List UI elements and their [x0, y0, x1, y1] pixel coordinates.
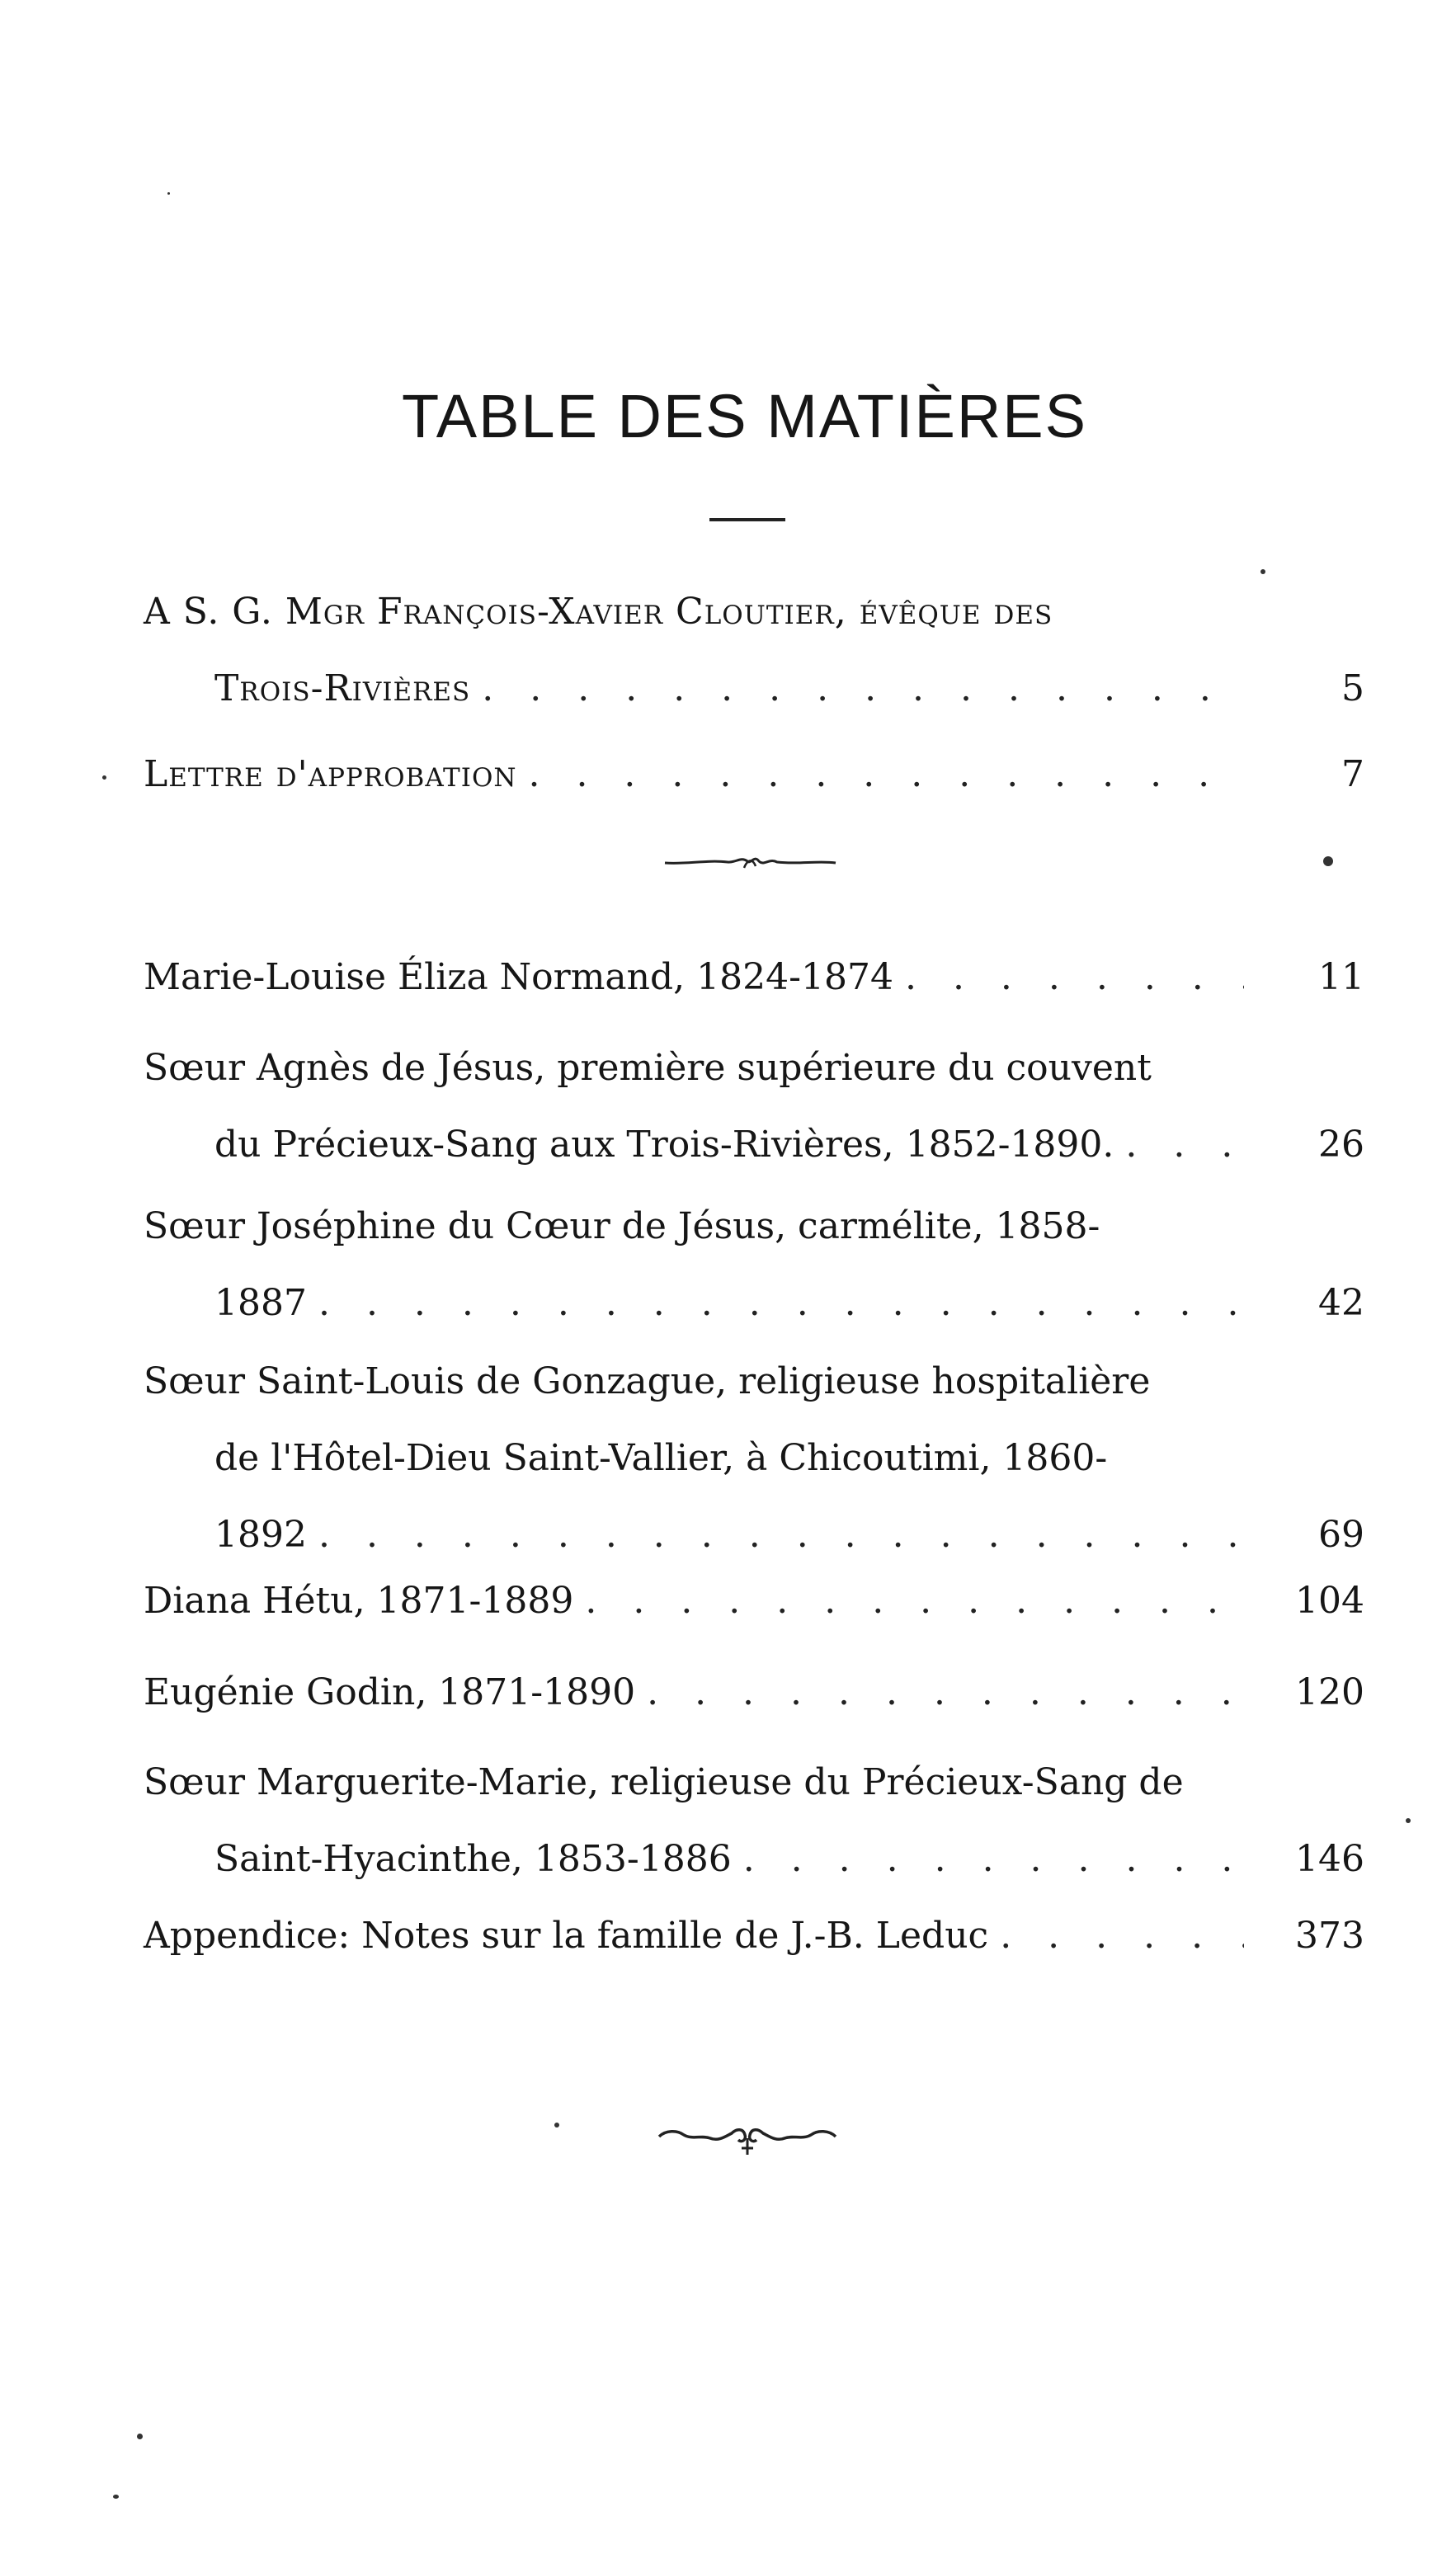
toc-entry-text: Lettre d'approbation — [144, 753, 517, 795]
toc-entry — [144, 939, 1364, 1015]
toc-entry-text: de l'Hôtel-Dieu Saint-Vallier, à Chicoutimi, 1860- — [214, 1437, 1108, 1479]
dot-leader — [573, 1562, 1244, 1639]
print-speck — [554, 2123, 559, 2128]
toc-entry — [144, 1030, 1364, 1183]
dot-leader — [732, 1821, 1244, 1897]
toc-entry — [144, 1343, 1364, 1573]
toc-entry-text: A S. G. Mgr François-Xavier Cloutier, évêque des — [144, 591, 1053, 633]
dot-leader — [1114, 1106, 1244, 1183]
toc-entry — [144, 1562, 1364, 1639]
toc-entry — [144, 1188, 1364, 1341]
toc-page-number: 5 — [1341, 667, 1364, 709]
toc-entry-text: Eugénie Godin, 1871-1890 — [144, 1671, 636, 1713]
print-speck — [167, 192, 170, 195]
toc-entry — [144, 1654, 1364, 1731]
toc-entry-text: Saint-Hyacinthe, 1853-1886 — [214, 1838, 732, 1880]
dot-leader — [988, 1897, 1244, 1974]
toc-page-number: 104 — [1295, 1580, 1364, 1622]
toc-page-number: 146 — [1295, 1838, 1364, 1880]
end-ornament — [656, 2112, 839, 2158]
print-speck — [102, 775, 106, 780]
print-speck — [1323, 856, 1333, 866]
section-ornament — [662, 845, 839, 878]
toc-entry-text: Sœur Joséphine du Cœur de Jésus, carmélite, 1858- — [144, 1205, 1100, 1247]
toc-entry-text: 1892 — [214, 1514, 307, 1556]
dot-leader — [893, 939, 1244, 1015]
print-speck — [113, 2495, 119, 2499]
dot-leader — [635, 1654, 1244, 1731]
dot-leader — [470, 650, 1244, 727]
toc-page-number: 7 — [1341, 753, 1364, 795]
toc-entry — [144, 736, 1364, 813]
toc-entry-text: du Précieux-Sang aux Trois-Rivières, 1852-1890. — [214, 1124, 1114, 1166]
toc-entry-text: Trois-Rivières — [214, 667, 471, 709]
toc-entry — [144, 1744, 1364, 1897]
toc-page-number: 120 — [1295, 1671, 1364, 1713]
print-speck — [1260, 569, 1265, 574]
toc-entry — [144, 1897, 1364, 1974]
dot-leader — [307, 1265, 1244, 1341]
title-rule — [709, 518, 785, 521]
dot-leader — [516, 736, 1244, 813]
toc-entry-text: Sœur Saint-Louis de Gonzague, religieuse hospitalière — [144, 1360, 1151, 1402]
toc-entry-text: Sœur Agnès de Jésus, première supérieure du couvent — [144, 1047, 1152, 1089]
toc-page-number: 42 — [1318, 1282, 1364, 1324]
toc-page-number: 373 — [1295, 1915, 1364, 1957]
print-speck — [137, 2434, 143, 2439]
toc-page-number: 11 — [1318, 956, 1364, 998]
toc-entry-text: Sœur Marguerite-Marie, religieuse du Précieux-Sang de — [144, 1761, 1184, 1803]
print-speck — [1406, 1818, 1411, 1823]
toc-entry — [144, 573, 1364, 727]
toc-entry-text: 1887 — [214, 1282, 307, 1324]
toc-page-number: 26 — [1318, 1124, 1364, 1166]
toc-entry-text: Appendice: Notes sur la famille de J.-B. Leduc — [144, 1915, 989, 1957]
toc-entry-text: Marie-Louise Éliza Normand, 1824-1874 — [144, 956, 893, 998]
page-title: TABLE DES MATIÈRES — [402, 382, 1087, 450]
toc-page-number: 69 — [1318, 1514, 1364, 1556]
toc-entry-text: Diana Hétu, 1871-1889 — [144, 1580, 574, 1622]
